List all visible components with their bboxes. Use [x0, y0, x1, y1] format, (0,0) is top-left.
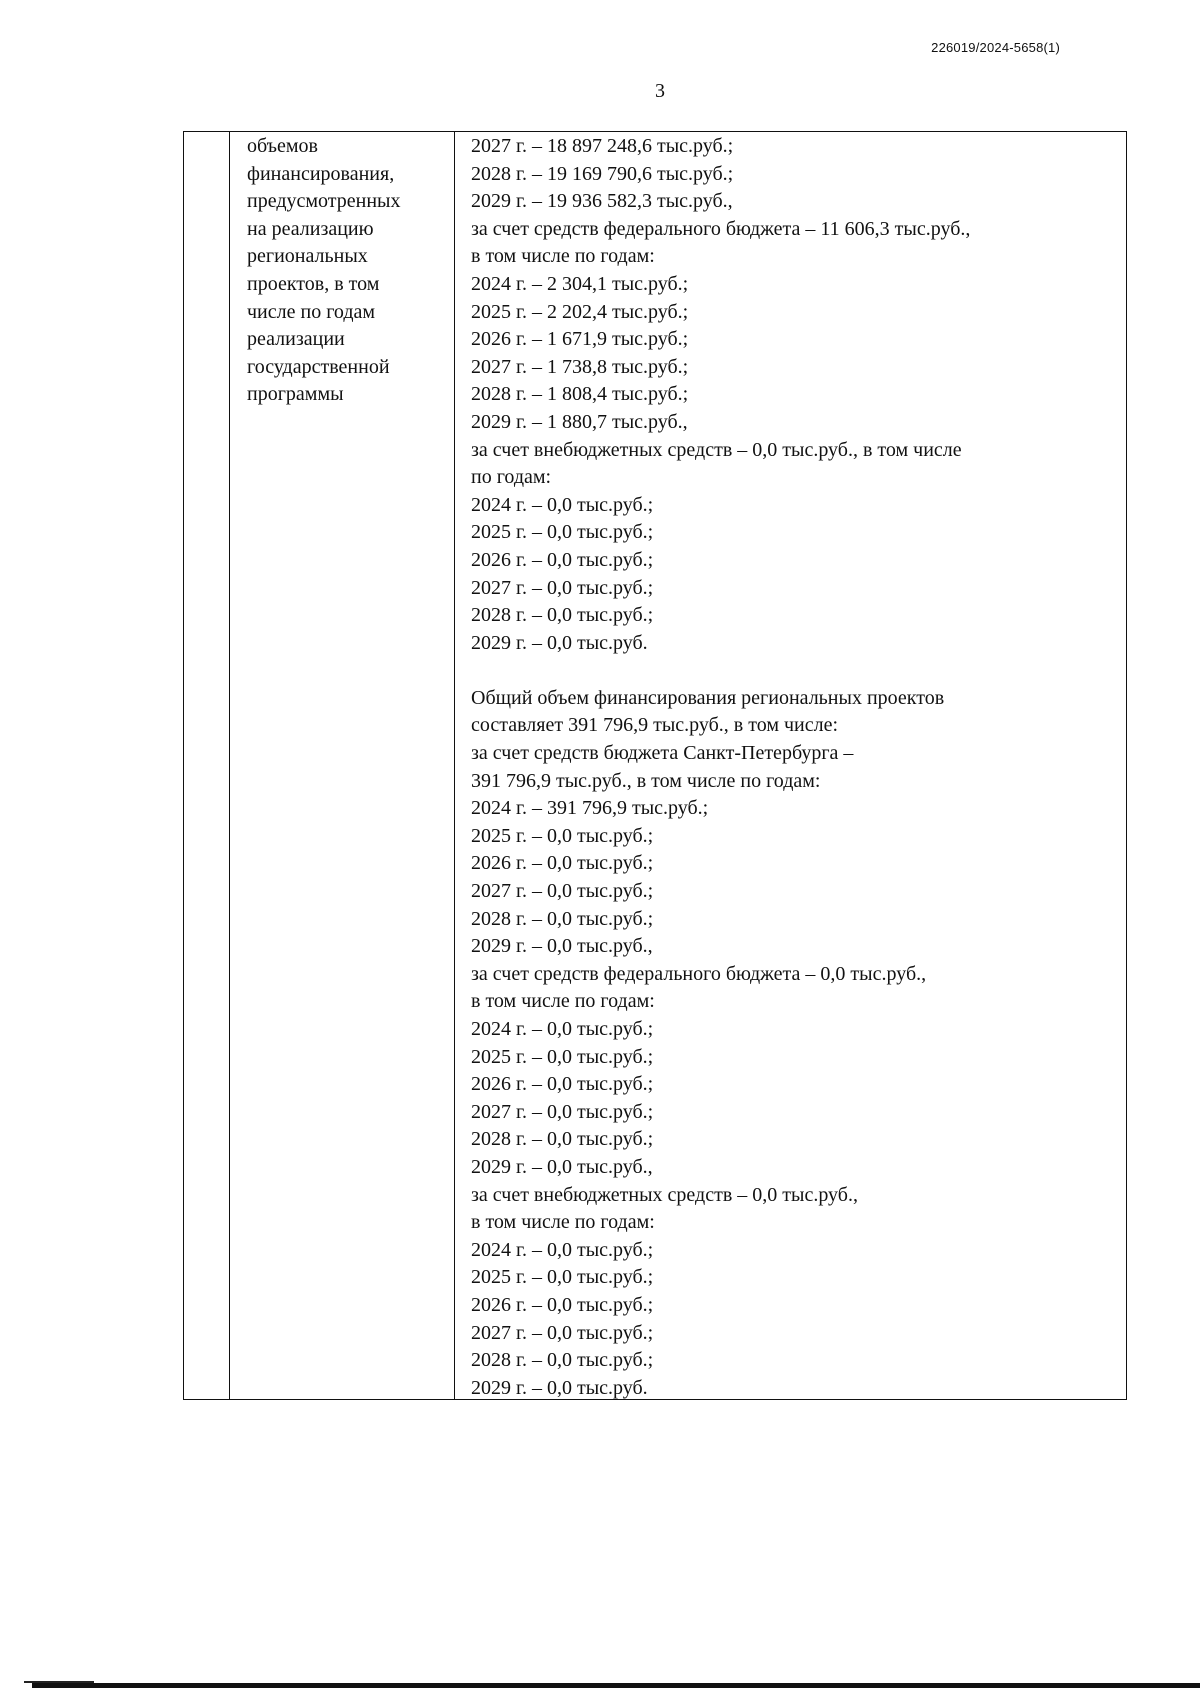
text-line: по годам: — [471, 466, 552, 489]
text-line: 2026 г. – 0,0 тыс.руб.; — [471, 1293, 654, 1316]
text-line: за счет внебюджетных средств – 0,0 тыс.руб., в том числе — [471, 438, 962, 461]
text-line: 391 796,9 тыс.руб., в том числе по годам: — [471, 769, 821, 792]
text-line: 2028 г. – 0,0 тыс.руб.; — [471, 1349, 654, 1372]
text-line: региональных — [247, 245, 368, 268]
content-cell — [471, 132, 1111, 1402]
text-line: в том числе по годам: — [471, 990, 655, 1013]
text-line: 2026 г. – 0,0 тыс.руб.; — [471, 1073, 654, 1096]
text-line: 2024 г. – 391 796,9 тыс.руб.; — [471, 797, 709, 820]
text-line: 2025 г. – 0,0 тыс.руб.; — [471, 1266, 654, 1289]
label-cell — [247, 132, 447, 409]
page-number: 3 — [655, 80, 665, 102]
text-line: 2029 г. – 1 880,7 тыс.руб., — [471, 410, 688, 433]
text-line: за счет средств федерального бюджета – 11 606,3 тыс.руб., — [471, 217, 971, 240]
text-line: 2024 г. – 0,0 тыс.руб.; — [471, 493, 654, 516]
text-line: программы — [247, 383, 344, 406]
text-line: объемов — [247, 135, 318, 157]
text-line: 2024 г. – 2 304,1 тыс.руб.; — [471, 272, 689, 295]
text-line: 2028 г. – 0,0 тыс.руб.; — [471, 1128, 654, 1151]
text-line: 2028 г. – 1 808,4 тыс.руб.; — [471, 383, 689, 406]
text-line: 2029 г. – 0,0 тыс.руб. — [471, 1376, 648, 1399]
financing-table — [183, 131, 1127, 1400]
text-line: 2029 г. – 0,0 тыс.руб., — [471, 935, 653, 958]
column-divider — [229, 132, 230, 1399]
paragraph-spacer — [471, 657, 1111, 685]
text-line: 2026 г. – 0,0 тыс.руб.; — [471, 852, 654, 875]
text-line: финансирования, — [247, 162, 395, 185]
text-line: числе по годам — [247, 300, 376, 323]
text-line: 2026 г. – 0,0 тыс.руб.; — [471, 548, 654, 571]
text-line: государственной — [247, 355, 390, 378]
text-line: в том числе по годам: — [471, 245, 655, 268]
text-line: за счет средств бюджета Санкт-Петербурга – — [471, 742, 854, 765]
text-line: 2025 г. – 2 202,4 тыс.руб.; — [471, 300, 689, 323]
text-line: 2025 г. – 0,0 тыс.руб.; — [471, 521, 654, 544]
text-line: предусмотренных — [247, 190, 401, 213]
text-line: 2025 г. – 0,0 тыс.руб.; — [471, 824, 654, 847]
text-line: 2027 г. – 0,0 тыс.руб.; — [471, 880, 654, 903]
text-line: 2027 г. – 18 897 248,6 тыс.руб.; — [471, 135, 734, 157]
block-regional-projects-total — [471, 685, 1111, 1402]
text-line: 2025 г. – 0,0 тыс.руб.; — [471, 1045, 654, 1068]
text-line: 2029 г. – 0,0 тыс.руб. — [471, 631, 648, 654]
text-line: проектов, в том — [247, 272, 380, 295]
text-line: 2029 г. – 0,0 тыс.руб., — [471, 1155, 653, 1178]
text-line: составляет 391 796,9 тыс.руб., в том числе: — [471, 714, 839, 737]
text-line: 2027 г. – 0,0 тыс.руб.; — [471, 1100, 654, 1123]
text-line: реализации — [247, 328, 345, 351]
scan-bottom-edge-fragment — [24, 1681, 94, 1683]
text-line: 2026 г. – 1 671,9 тыс.руб.; — [471, 328, 689, 351]
text-line: 2027 г. – 0,0 тыс.руб.; — [471, 1321, 654, 1344]
text-line: на реализацию — [247, 217, 374, 240]
document-id: 226019/2024-5658(1) — [931, 40, 1060, 55]
text-line: 2024 г. – 0,0 тыс.руб.; — [471, 1238, 654, 1261]
text-line: 2028 г. – 0,0 тыс.руб.; — [471, 907, 654, 930]
text-line: за счет внебюджетных средств – 0,0 тыс.руб., — [471, 1183, 858, 1206]
text-line: 2027 г. – 0,0 тыс.руб.; — [471, 576, 654, 599]
scan-bottom-edge — [32, 1683, 1200, 1688]
text-line: 2028 г. – 0,0 тыс.руб.; — [471, 604, 654, 627]
text-line: за счет средств федерального бюджета – 0,0 тыс.руб., — [471, 962, 927, 985]
text-line: 2027 г. – 1 738,8 тыс.руб.; — [471, 355, 689, 378]
text-line: в том числе по годам: — [471, 1211, 655, 1234]
text-line: 2028 г. – 19 169 790,6 тыс.руб.; — [471, 162, 734, 185]
column-divider — [454, 132, 455, 1399]
text-line: 2029 г. – 19 936 582,3 тыс.руб., — [471, 190, 733, 213]
text-line: Общий объем финансирования региональных проектов — [471, 686, 945, 709]
text-line: 2024 г. – 0,0 тыс.руб.; — [471, 1018, 654, 1040]
block-federal-extrabudget — [471, 133, 1111, 657]
